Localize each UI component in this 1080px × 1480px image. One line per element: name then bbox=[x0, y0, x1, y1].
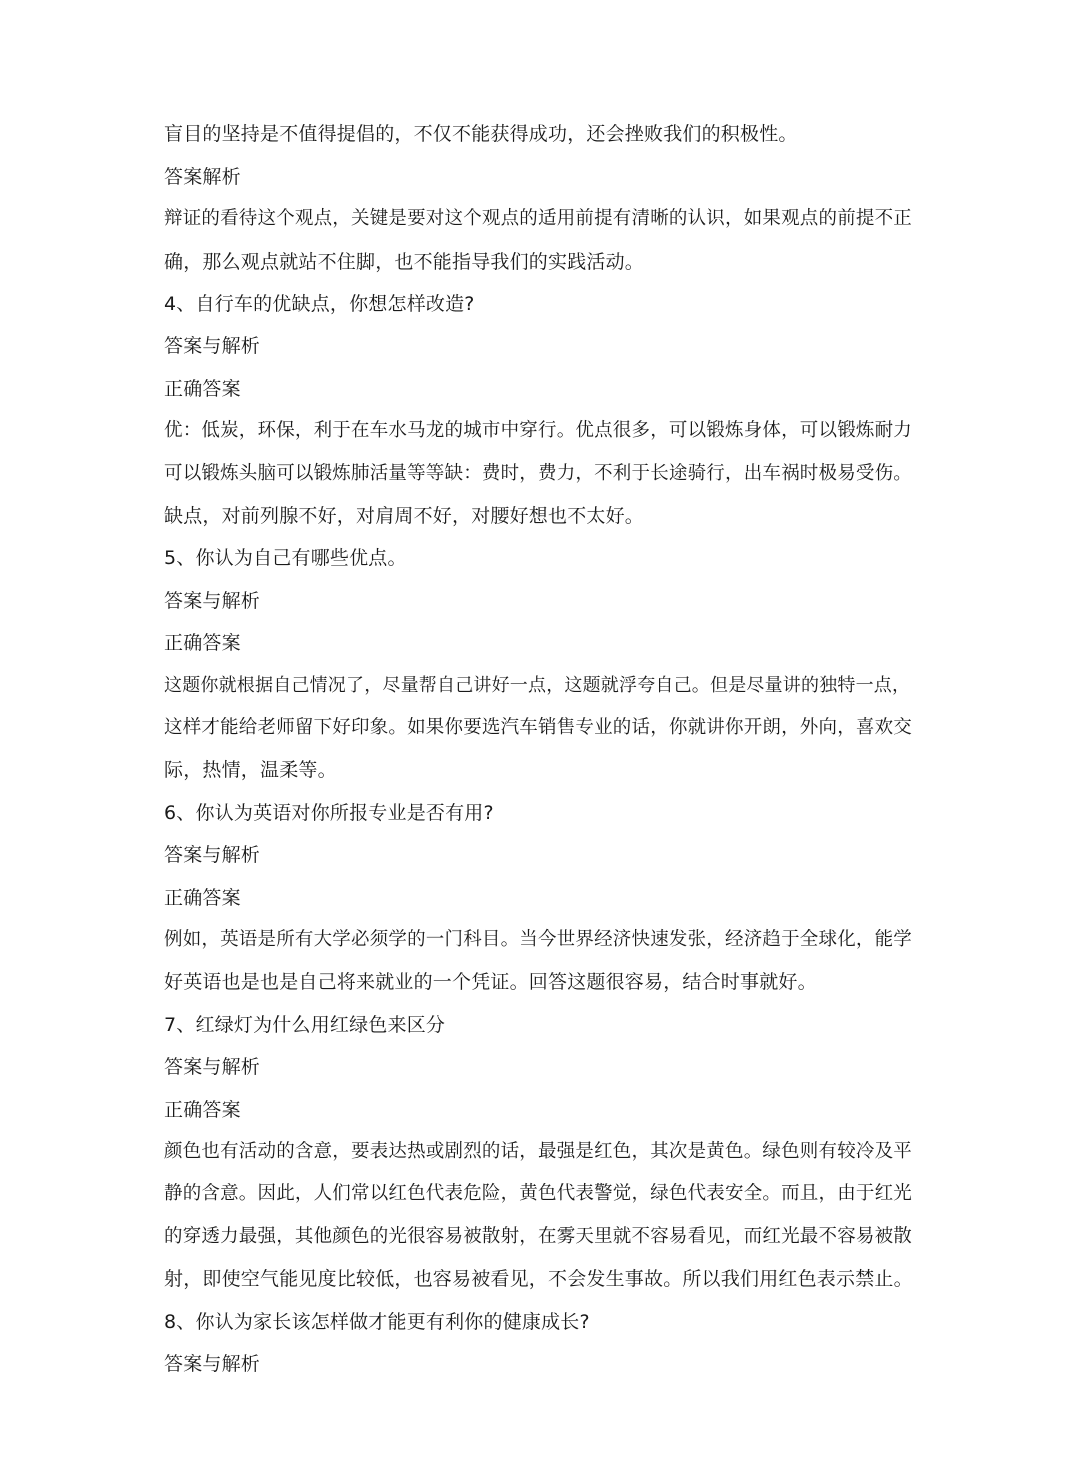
question-4: 4、自行车的优缺点，你想怎样改造? bbox=[164, 293, 475, 315]
text-line: 盲目的坚持是不值得提倡的，不仅不能获得成功，还会挫败我们的积极性。 bbox=[164, 123, 798, 145]
correct-answer-heading: 正确答案 bbox=[164, 378, 241, 400]
paragraph-line: 确，那么观点就站不住脚，也不能指导我们的实践活动。 bbox=[164, 251, 645, 273]
paragraph-line: 优：低炭，环保，利于在车水马龙的城市中穿行。优点很多，可以锻炼身体，可以锻炼耐力 bbox=[164, 420, 913, 441]
correct-answer-heading: 正确答案 bbox=[164, 1099, 241, 1121]
correct-answer-heading: 正确答案 bbox=[164, 887, 241, 909]
paragraph-line: 射，即使空气能见度比较低，也容易被看见，不会发生事故。所以我们用红色表示禁止。 bbox=[164, 1268, 913, 1290]
paragraph-line: 好英语也是也是自己将来就业的一个凭证。回答这题很容易，结合时事就好。 bbox=[164, 971, 817, 993]
paragraph-line: 可以锻炼头脑可以锻炼肺活量等等缺：费时，费力，不利于长途骑行，出车祸时极易受伤。 bbox=[164, 463, 913, 484]
answer-analysis-heading: 答案与解析 bbox=[164, 335, 261, 357]
paragraph-line: 这题你就根据自己情况了，尽量帮自己讲好一点，这题就浮夸自己。但是尽量讲的独特一点， bbox=[164, 675, 911, 696]
paragraph-line: 例如，英语是所有大学必须学的一门科目。当今世界经济快速发张，经济趋于全球化，能学 bbox=[164, 929, 913, 950]
question-5: 5、你认为自己有哪些优点。 bbox=[164, 547, 407, 569]
answer-analysis-heading: 答案与解析 bbox=[164, 844, 261, 866]
answer-analysis-heading: 答案与解析 bbox=[164, 590, 261, 612]
question-8: 8、你认为家长该怎样做才能更有利你的健康成长? bbox=[164, 1311, 590, 1333]
paragraph-line: 际，热情，温柔等。 bbox=[164, 759, 337, 781]
question-6: 6、你认为英语对你所报专业是否有用? bbox=[164, 802, 494, 824]
paragraph-line: 的穿透力最强，其他颜色的光很容易被散射，在雾天里就不容易看见，而红光最不容易被散 bbox=[164, 1226, 913, 1247]
paragraph-line: 辩证的看待这个观点，关键是要对这个观点的适用前提有清晰的认识，如果观点的前提不正 bbox=[164, 208, 913, 229]
paragraph-line: 缺点，对前列腺不好，对肩周不好，对腰好想也不太好。 bbox=[164, 505, 645, 527]
question-7: 7、红绿灯为什么用红绿色来区分 bbox=[164, 1014, 446, 1036]
answer-analysis-heading: 答案解析 bbox=[164, 166, 241, 188]
paragraph-line: 静的含意。因此，人们常以红色代表危险，黄色代表警觉，绿色代表安全。而且，由于红光 bbox=[164, 1183, 913, 1204]
answer-analysis-heading: 答案与解析 bbox=[164, 1056, 261, 1078]
paragraph-line: 颜色也有活动的含意，要表达热或剧烈的话，最强是红色，其次是黄色。绿色则有较冷及平 bbox=[164, 1141, 913, 1162]
paragraph-line: 这样才能给老师留下好印象。如果你要选汽车销售专业的话，你就讲你开朗，外向，喜欢交 bbox=[164, 717, 913, 738]
answer-analysis-heading: 答案与解析 bbox=[164, 1353, 261, 1375]
correct-answer-heading: 正确答案 bbox=[164, 632, 241, 654]
